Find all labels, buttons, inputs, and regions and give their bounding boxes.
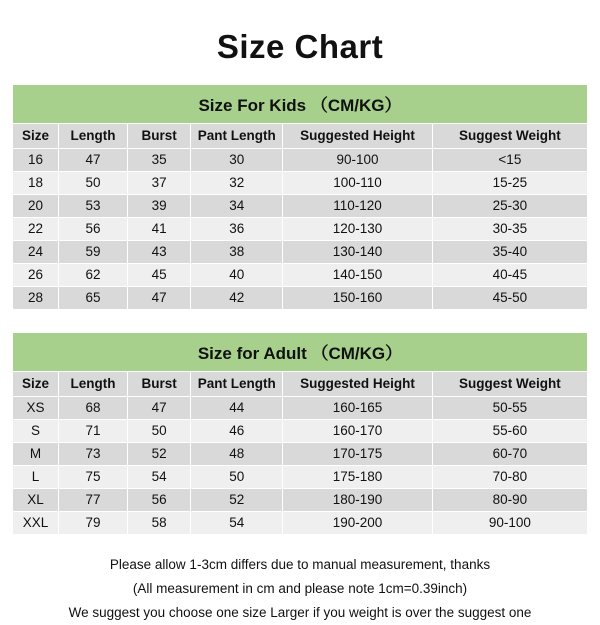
kids-table-banner — [13, 85, 588, 124]
table-row — [13, 466, 588, 489]
cell-pant-length: 36 — [191, 218, 283, 241]
cell-length: 75 — [59, 466, 128, 489]
table-row — [13, 241, 588, 264]
cell-size: 16 — [13, 149, 59, 172]
cell-size: L — [13, 466, 59, 489]
cell-burst: 43 — [128, 241, 191, 264]
cell-length: 79 — [59, 512, 128, 535]
cell-length: 56 — [59, 218, 128, 241]
cell-suggested-height: 120-130 — [283, 218, 433, 241]
page-title: Size Chart — [216, 28, 384, 65]
cell-length: 65 — [59, 287, 128, 310]
cell-suggest-weight: 40-45 — [432, 264, 587, 287]
cell-size: XL — [13, 489, 59, 512]
kids-col-burst: Burst — [128, 124, 191, 149]
cell-length: 71 — [59, 420, 128, 443]
cell-pant-length: 48 — [191, 443, 283, 466]
adult-banner-label: Size for Adult （CM/KG） — [13, 333, 588, 372]
cell-suggest-weight: 15-25 — [432, 172, 587, 195]
adult-col-burst: Burst — [128, 372, 191, 397]
cell-size: 18 — [13, 172, 59, 195]
kids-col-length: Length — [59, 124, 128, 149]
cell-suggested-height: 175-180 — [283, 466, 433, 489]
cell-pant-length: 32 — [191, 172, 283, 195]
cell-length: 59 — [59, 241, 128, 264]
cell-length: 77 — [59, 489, 128, 512]
cell-burst: 37 — [128, 172, 191, 195]
cell-burst: 54 — [128, 466, 191, 489]
kids-col-suggest-weight: Suggest Weight — [432, 124, 587, 149]
cell-suggest-weight: 55-60 — [432, 420, 587, 443]
adult-col-suggested-height: Suggested Height — [283, 372, 433, 397]
cell-suggested-height: 190-200 — [283, 512, 433, 535]
cell-length: 47 — [59, 149, 128, 172]
cell-pant-length: 44 — [191, 397, 283, 420]
table-row — [13, 172, 588, 195]
table-row — [13, 420, 588, 443]
kids-header-row — [13, 124, 588, 149]
kids-size-table-block — [12, 84, 588, 310]
adult-col-pant-length: Pant Length — [191, 372, 283, 397]
cell-suggested-height: 90-100 — [283, 149, 433, 172]
table-row — [13, 397, 588, 420]
table-row — [13, 218, 588, 241]
cell-burst: 35 — [128, 149, 191, 172]
cell-size: XS — [13, 397, 59, 420]
cell-burst: 41 — [128, 218, 191, 241]
cell-suggested-height: 180-190 — [283, 489, 433, 512]
cell-suggest-weight: 50-55 — [432, 397, 587, 420]
cell-pant-length: 34 — [191, 195, 283, 218]
kids-col-pant-length: Pant Length — [191, 124, 283, 149]
cell-size: 24 — [13, 241, 59, 264]
adult-col-suggest-weight: Suggest Weight — [432, 372, 587, 397]
cell-suggest-weight: 70-80 — [432, 466, 587, 489]
cell-pant-length: 54 — [191, 512, 283, 535]
cell-size: 28 — [13, 287, 59, 310]
cell-suggested-height: 170-175 — [283, 443, 433, 466]
cell-pant-length: 52 — [191, 489, 283, 512]
cell-suggest-weight: 35-40 — [432, 241, 587, 264]
kids-col-suggested-height: Suggested Height — [283, 124, 433, 149]
table-row — [13, 195, 588, 218]
note-line-2: (All measurement in cm and please note 1cm=0.39inch) — [132, 580, 468, 596]
cell-burst: 52 — [128, 443, 191, 466]
cell-length: 73 — [59, 443, 128, 466]
cell-length: 62 — [59, 264, 128, 287]
cell-suggested-height: 110-120 — [283, 195, 433, 218]
cell-burst: 45 — [128, 264, 191, 287]
cell-suggested-height: 160-165 — [283, 397, 433, 420]
cell-suggest-weight: 80-90 — [432, 489, 587, 512]
cell-size: XXL — [13, 512, 59, 535]
adult-header-row — [13, 372, 588, 397]
measurement-notes — [12, 553, 588, 625]
cell-suggest-weight: <15 — [432, 149, 587, 172]
cell-suggest-weight: 90-100 — [432, 512, 587, 535]
cell-pant-length: 40 — [191, 264, 283, 287]
cell-burst: 58 — [128, 512, 191, 535]
cell-suggest-weight: 30-35 — [432, 218, 587, 241]
adult-table-banner — [13, 333, 588, 372]
cell-size: S — [13, 420, 59, 443]
table-row — [13, 512, 588, 535]
cell-suggest-weight: 25-30 — [432, 195, 587, 218]
cell-burst: 39 — [128, 195, 191, 218]
cell-pant-length: 30 — [191, 149, 283, 172]
cell-size: 20 — [13, 195, 59, 218]
note-line-1: Please allow 1-3cm differs due to manual measurement, thanks — [109, 557, 491, 572]
cell-size: M — [13, 443, 59, 466]
kids-banner-label: Size For Kids （CM/KG） — [13, 85, 588, 124]
cell-pant-length: 50 — [191, 466, 283, 489]
cell-suggest-weight: 45-50 — [432, 287, 587, 310]
table-row — [13, 489, 588, 512]
cell-burst: 56 — [128, 489, 191, 512]
adult-col-length: Length — [59, 372, 128, 397]
cell-suggested-height: 100-110 — [283, 172, 433, 195]
cell-suggested-height: 130-140 — [283, 241, 433, 264]
cell-length: 50 — [59, 172, 128, 195]
cell-pant-length: 46 — [191, 420, 283, 443]
table-row — [13, 264, 588, 287]
note-line-3: We suggest you choose one size Larger if you weight is over the suggest one — [68, 604, 532, 620]
table-row — [13, 149, 588, 172]
table-divider — [0, 322, 600, 332]
cell-size: 26 — [13, 264, 59, 287]
cell-length: 53 — [59, 195, 128, 218]
cell-burst: 47 — [128, 287, 191, 310]
cell-suggested-height: 160-170 — [283, 420, 433, 443]
table-row — [13, 287, 588, 310]
cell-burst: 50 — [128, 420, 191, 443]
cell-burst: 47 — [128, 397, 191, 420]
cell-pant-length: 42 — [191, 287, 283, 310]
adult-size-table-block — [12, 332, 588, 535]
cell-length: 68 — [59, 397, 128, 420]
cell-suggested-height: 150-160 — [283, 287, 433, 310]
adult-col-size: Size — [13, 372, 59, 397]
table-row — [13, 443, 588, 466]
cell-pant-length: 38 — [191, 241, 283, 264]
cell-size: 22 — [13, 218, 59, 241]
kids-size-table — [12, 84, 588, 310]
cell-suggest-weight: 60-70 — [432, 443, 587, 466]
cell-suggested-height: 140-150 — [283, 264, 433, 287]
kids-col-size: Size — [13, 124, 59, 149]
adult-size-table — [12, 332, 588, 535]
